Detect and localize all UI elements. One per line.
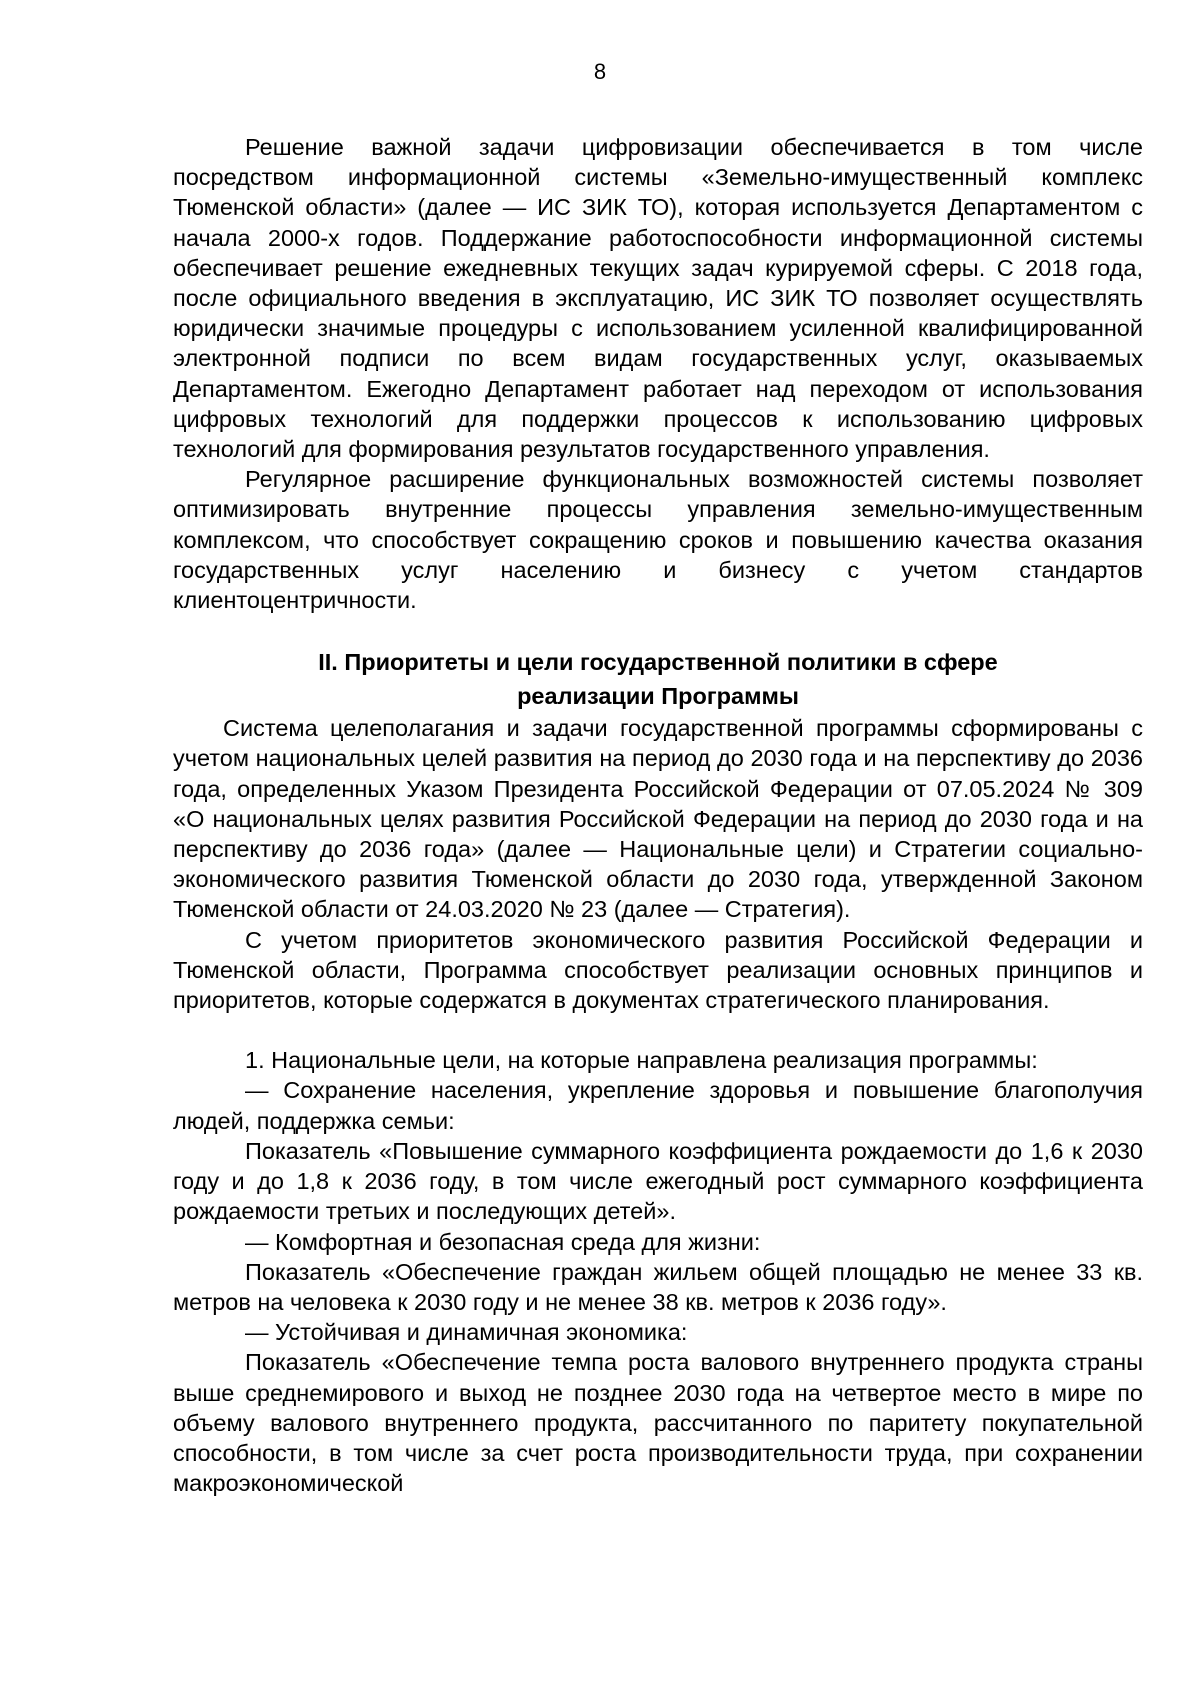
indicator-birth-rate: Показатель «Повышение суммарного коэффициента рождаемости до 1,6 к 2030 году и до 1,8 к 2036 году, в том числе ежегодный рост суммарного коэффициента рождаемости третьих и последующих детей». <box>173 1137 1143 1225</box>
indicator-gdp-growth: Показатель «Обеспечение темпа роста валового внутреннего продукта страны выше среднемирового и выход не позднее 2030 года на четвертое место в мире по объему валового внутреннего продукта, рассчитанного по паритету покупательной способности, в том числе за счет роста производительности труда, при сохранении макроэкономической <box>173 1349 1143 1497</box>
goal-sustainable-economy: — Устойчивая и динамичная экономика: <box>245 1319 688 1346</box>
paragraph-spacer <box>173 1015 1143 1045</box>
indicator-housing-area: Показатель «Обеспечение граждан жильем общей площадью не менее 33 кв. метров на человека к 2030 году и не менее 38 кв. метров к 2036 году». <box>173 1258 1143 1315</box>
page-content <box>173 132 1143 1498</box>
goal-population-preservation: — Сохранение населения, укрепление здоровья и повышение благополучия людей, поддержка семьи: <box>173 1077 1143 1134</box>
section-heading-line-1: II. Приоритеты и цели государственной политики в сфере <box>318 649 998 676</box>
section-heading-line-2: реализации Программы <box>517 683 799 710</box>
paragraph-priorities: С учетом приоритетов экономического развития Российской Федерации и Тюменской области, Программа способствует реализации основных принципов и приоритетов, которые содержатся в документах стратегического планирования. <box>173 926 1143 1014</box>
section-spacer <box>173 615 1143 645</box>
paragraph-digitalization: Решение важной задачи цифровизации обеспечивается в том числе посредством информационной системы «Земельно-имущественный комплекс Тюменской области» (далее — ИС ЗИК ТО), которая используется Департаментом с начала 2000-х годов. Поддержание работоспособности информационной системы обеспечивает решение ежедневных текущих задач курируемой сферы. С 2018 года, после официального введения в эксплуатацию, ИС ЗИК ТО позволяет осуществлять юридически значимые процедуры с использованием усиленной квалифицированной электронной подписи по всем видам государственных услуг, оказываемых Департаментом. Ежегодно Департамент работает над переходом от использования цифровых технологий для поддержки процессов к использованию цифровых технологий для формирования результатов государственного управления. <box>173 134 1143 463</box>
page-number: 8 <box>593 59 607 84</box>
paragraph-goal-setting: Система целеполагания и задачи государственной программы сформированы с учетом национальных целей развития на период до 2030 года и на перспективу до 2036 года, определенных Указом Президента Российской Федерации от 07.05.2024 № 309 «О национальных целях развития Российской Федерации на период до 2030 года и на перспективу до 2036 года» (далее — Национальные цели) и Стратегии социально-экономического развития Тюменской области до 2030 года, утвержденной Законом Тюменской области от 24.03.2020 № 23 (далее — Стратегия). <box>173 715 1143 923</box>
paragraph-system-expansion: Регулярное расширение функциональных возможностей системы позволяет оптимизировать внутренние процессы управления земельно-имущественным комплексом, что способствует сокращению сроков и повышению качества оказания государственных услуг населению и бизнесу с учетом стандартов клиентоцентричности. <box>173 466 1143 614</box>
list-intro-national-goals: 1. Национальные цели, на которые направлена реализация программы: <box>245 1047 1038 1074</box>
goal-comfortable-environment: — Комфортная и безопасная среда для жизни: <box>245 1228 761 1255</box>
